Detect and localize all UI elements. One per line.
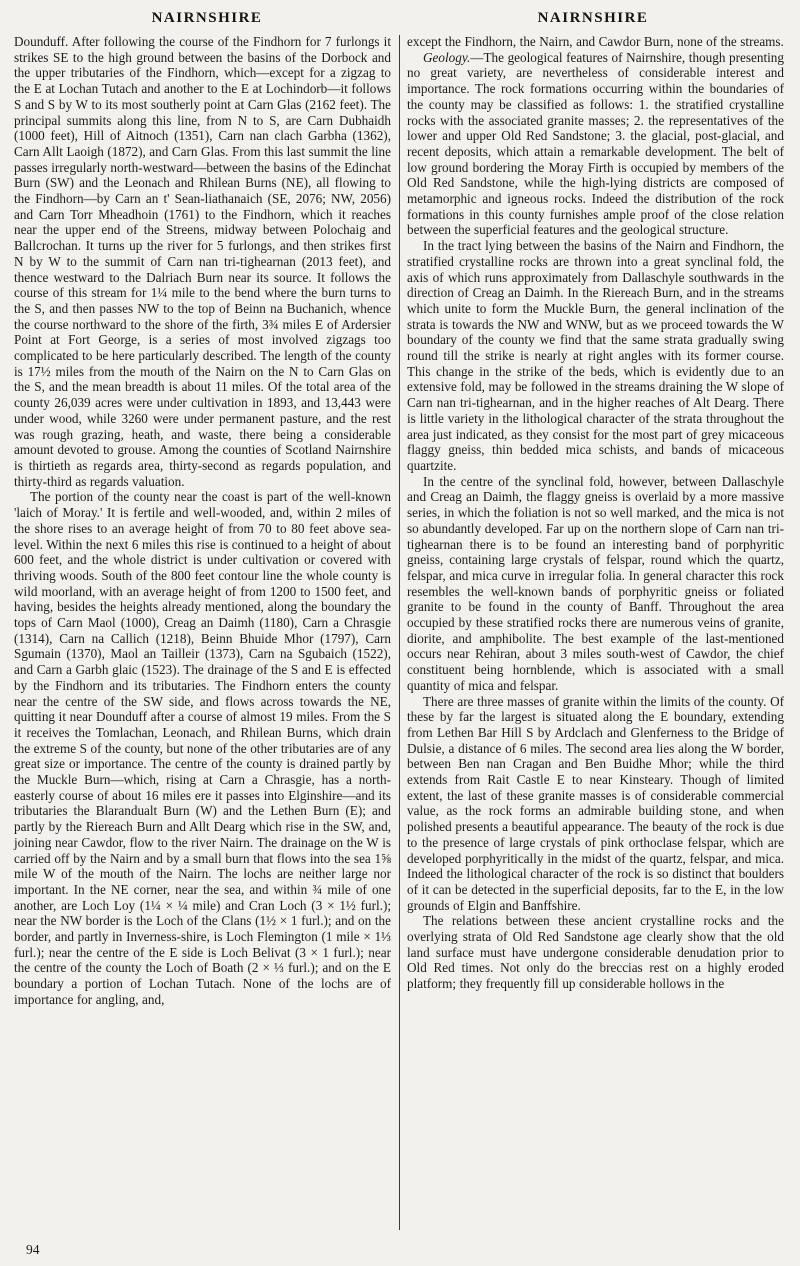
paragraph: In the centre of the synclinal fold, however, between Dallaschyle and Creag an Daimh, the flaggy gneiss is overlaid by a more massive series, in which the foliation is not so well marked, and the mica is not so abundantly developed. Far up on the northern slope of Carn nan tri-tighearnan there is to be found an interesting band of porphyritic gneiss, containing large crystals of felspar, round which the quartz, felspar, and mica curve in irregular folia. In general character this rock resembles the well-known bands of porphyritic gneiss or foliated granite to be found in the county of Banff. Throughout the area occupied by these stratified rocks there are numerous veins of granite, diorite, and amphibolite. The best example of the last-mentioned occurs near Rehiran, about 3 miles south-west of Cawdor, the chief constituent being hornblende, which is associated with a small quantity of mica and felspar. [407, 473, 784, 693]
paragraph: except the Findhorn, the Nairn, and Cawdor Burn, none of the streams. [407, 34, 784, 49]
running-heads [14, 10, 786, 27]
paragraph: There are three masses of granite within the limits of the county. Of these by far the largest is situated along the E boundary, extending from Lethen Bar Hill S by Ardclach and Glenferness to the Bridge of Dulsie, a distance of 6 miles. The second area lies along the W border, between Ben nan Cragan and Ben Buidhe Mhor; while the third extends from Rait Castle E to near Kinsteary. Though of limited extent, the last of these granite masses is of considerable commercial value, as the rock forms an admirable building stone, and when polished presents a beautiful appearance. The beauty of the rock is due to the presence of large crystals of pink orthoclase felspar, which are developed porphyritically in the midst of the quartz, felspar, and mica. Indeed the lithological character of the rock is so distinct that boulders of it can be detected in the superficial deposits, far to the E, in the low grounds of Elgin and Banffshire. [407, 693, 784, 913]
right-column [407, 34, 784, 1230]
two-column-text [14, 34, 786, 1230]
column-divider [399, 35, 400, 1230]
running-head-right: NAIRNSHIRE [537, 10, 649, 26]
paragraph: Dounduff. After following the course of the Findhorn for 7 furlongs it strikes SE to the high ground between the basins of the Dorbock and the upper tributaries of the Findhorn, which—except for a zigzag to the E at Lochan Tutach and another to the E at Lochindorb—it follows S and S by W to its most southerly point at Carn Glas (2162 feet). The principal summits along this line, from N to S, are Carn Dubhaidh (1000 feet), Hill of Aitnoch (1351), Carn nan clach Garbha (1362), Carn Allt Laoigh (1872), and Carn Glas. From this last summit the line passes irregularly north-westward—between the basins of the Edinchat Burn (SW) and the Leonach and Rhilean Burns (NE), all flowing to the Findhorn—by Carn an t' Sean-liathanaich (SE, 2076; NW, 2056) and Carn Torr Mheadhoin (1761) to the Findhorn, which it reaches near the upper end of the Streens, midway between Polochaig and Ballcrochan. It turns up the river for 5 furlongs, and then strikes first N by W to the summit of Carn nan tri-tighearnan (2013 feet), and thence westward to the Dalriach Burn near its source. It follows the course of this stream for 1¼ mile to the bend where the burn turns to the S, and then passes NW to the top of Beinn na Buchanich, whence the course northward to the shore of the firth, 3¾ miles E of Ardersier Point at Fort George, is a series of most involved zigzags too complicated to be here particularly described. The length of the county is 17½ miles from the mouth of the Nairn on the N to Carn Glas on the S, and the mean breadth is about 11 miles. Of the total area of the county 26,039 acres were under cultivation in 1893, and 13,443 were under wood, while 3260 were under permanent pasture, and the rest was rough grazing, heath, and waste, there being a considerable amount devoted to grouse. Among the counties of Scotland Nairnshire is thirtieth as regards area, thirty-second as regards population, and thirty-third as regards valuation. [14, 34, 391, 489]
paragraph: In the tract lying between the basins of the Nairn and Findhorn, the stratified crystalline rocks are thrown into a great synclinal fold, the axis of which runs approximately from Dallaschyle southwards in the direction of Creag an Daimh. In the Riereach Burn, and in the streams which unite to form the Muckle Burn, the general inclination of the strata is towards the NW and WNW, but as we proceed towards the W boundary of the county we find that the same strata gradually swing round till the strike is nearly at right angles with its former course. This change in the strike of the beds, which is evidently due to an extensive fold, may be followed in the streams draining the W slope of Carn nan tri-tighearnan, and in the higher reaches of Alt Dearg. There is little variety in the lithological character of the strata throughout the area just indicated, as they consist for the most part of grey micaceous flaggy gneiss, thin bedded mica schists, and bands of micaceous quartzite. [407, 238, 784, 473]
paragraph: The portion of the county near the coast is part of the well-known 'laich of Moray.' It is fertile and well-wooded, and, within 2 miles of the shore rises to an average height of from 70 to 80 feet above sea-level. Within the next 6 miles this rise is continued to a height of about 600 feet, and the whole district is under cultivation or covered with thriving woods. South of the 800 feet contour line the whole county is wild moorland, with an average height of from 1200 to 1500 feet, and having, besides the heights already mentioned, along the boundary the tops of Carn Maol (1000), Creag an Daimh (1180), Carn a Chrasgie (1314), Carn na Callich (1218), Beinn Bhuide Mhor (1797), Carn Sgumain (1370), Maol an Tailleir (1373), Carn na Sgubaich (1522), and Carn a Garbh glaic (1523). The drainage of the S and E is effected by the Findhorn and its tributaries. The Findhorn enters the county near the centre of the SW side, and flows across towards the NE, quitting it near Dounduff after a course of almost 19 miles. From the S it receives the Tomlachan, Leonach, and Rhilean Burns, which drain the extreme S of the county, but none of the other tributaries are of any great size or importance. The centre of the county is drained partly by the Muckle Burn—which, rising at Carn a Chrasgie, has a north-easterly course of about 16 miles ere it passes into Elginshire—and its tributaries the Blarandualt Burn (W) and the Lethen Burn (E); and partly by the Riereach Burn and Allt Dearg which rise in the SW, and, joining near Cawdor, flow to the river Nairn. The drainage on the W is carried off by the Nairn and by a small burn that flows into the sea 1⅝ mile W of the mouth of the Nairn. The lochs are neither large nor important. In the NE corner, near the sea, and within ¾ mile of one another, are Loch Loy (1¼ × ¼ mile) and Cran Loch (3 × 1½ furl.); near the NW border is the Loch of the Clans (1½ × 1 furl.); and on the border, and partly in Inverness-shire, is Loch Flemington (1 mile × 1⅓ furl.); near the centre of the E side is Loch Belivat (3 × 1 furl.); near the centre of the county the Loch of Boath (2 × ⅓ furl.); and on the E boundary a portion of Lochan Tutach. None of the lochs are of importance for angling, and, [14, 489, 391, 1007]
paragraph: Geology.—The geological features of Nairnshire, though presenting no great variety, are nevertheless of considerable interest and importance. The rock formations occurring within the boundaries of the county may be classified as follows: 1. the stratified crystalline rocks with the associated granite masses; 2. the representatives of the lower and upper Old Red Sandstone; 3. the glacial, post-glacial, and recent deposits, which attain a remarkable development. The belt of low ground bordering the Moray Firth is occupied by members of the Old Red Sandstone, while the high-lying districts are composed of metamorphic and igneous rocks. Indeed the distribution of the rock formations in this county furnishes ample proof of the close relation between the superficial features and the geological structure. [407, 49, 784, 238]
running-head-left: NAIRNSHIRE [151, 10, 263, 26]
left-column [14, 34, 391, 1230]
page-number: 94 [26, 1242, 40, 1257]
paragraph: The relations between these ancient crystalline rocks and the overlying strata of Old Red Sandstone age clearly show that the old land surface must have undergone considerable denudation prior to Old Red times. Not only do the breccias rest on a highly eroded platform; they frequently fill up considerable hollows in the [407, 913, 784, 992]
